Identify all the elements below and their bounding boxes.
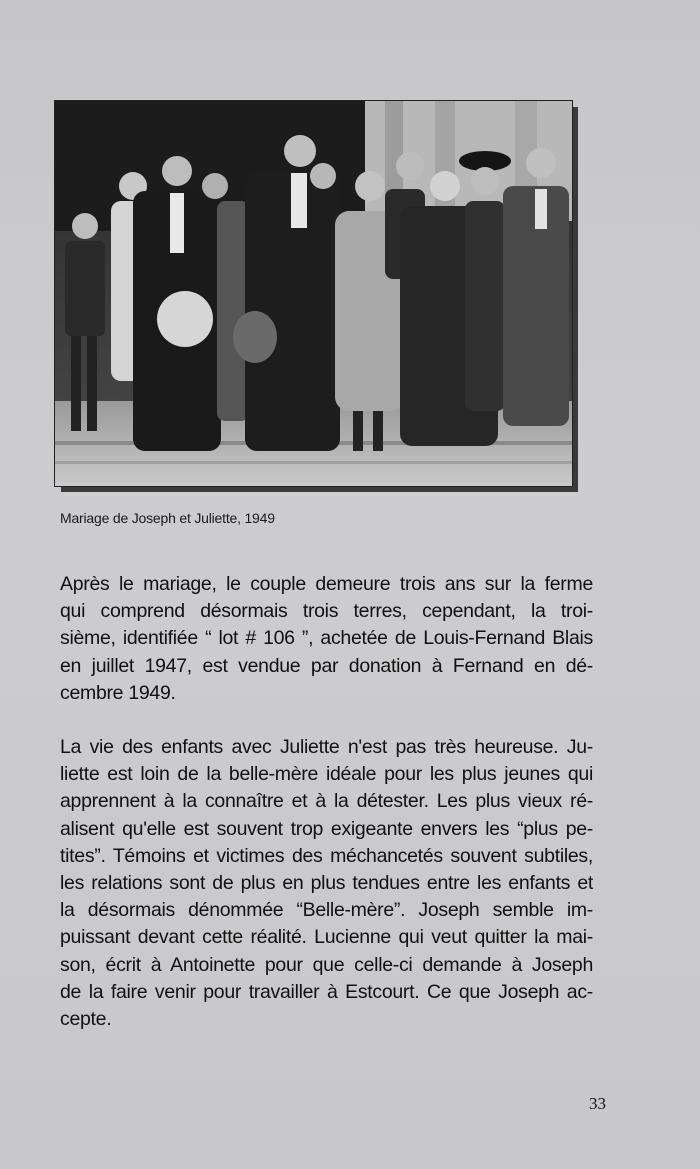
text-line: sième, identifiée “ lot # 106 ”, achetée de Louis-Fernand Blais [60, 627, 593, 650]
photo-caption: Mariage de Joseph et Juliette, 1949 [60, 510, 275, 526]
text-line: liette est loin de la belle-mère idéale pour les plus jeunes qui [60, 763, 593, 786]
text-line: La vie des enfants avec Juliette n'est pas très heureuse. Ju- [60, 736, 593, 758]
text-line: cepte. [60, 1008, 112, 1031]
text-line: les relations sont de plus en plus tendues entre les enfants et [60, 872, 593, 895]
text-line: alisent qu'elle est souvent trop exigeante envers les “plus pe- [60, 817, 593, 840]
text-line: cembre 1949. [60, 681, 176, 704]
wedding-photo-illustration [55, 101, 572, 486]
text-line: la désormais dénommée “Belle-mère”. Joseph semble im- [60, 899, 593, 922]
paragraph-2 [60, 734, 593, 1033]
text-line: qui comprend désormais trois terres, cependant, la troi- [60, 600, 593, 623]
text-line: en juillet 1947, est vendue par donation à Fernand en dé- [60, 654, 593, 677]
paragraph-1 [60, 571, 593, 707]
text-line: de la faire venir pour travailler à Estcourt. Ce que Joseph ac- [60, 980, 593, 1003]
text-line: tites”. Témoins et victimes des méchancetés souvent subtiles, [60, 844, 593, 867]
text-line: Après le mariage, le couple demeure trois ans sur la ferme [60, 573, 593, 595]
wedding-photo [54, 100, 573, 487]
text-line: son, écrit à Antoinette pour que celle-ci demande à Joseph [60, 953, 593, 976]
text-line: puissant devant cette réalité. Lucienne qui veut quitter la mai- [60, 926, 593, 949]
page-number: 33 [589, 1094, 606, 1113]
text-line: apprennent à la connaître et à la détester. Les plus vieux ré- [60, 790, 593, 813]
